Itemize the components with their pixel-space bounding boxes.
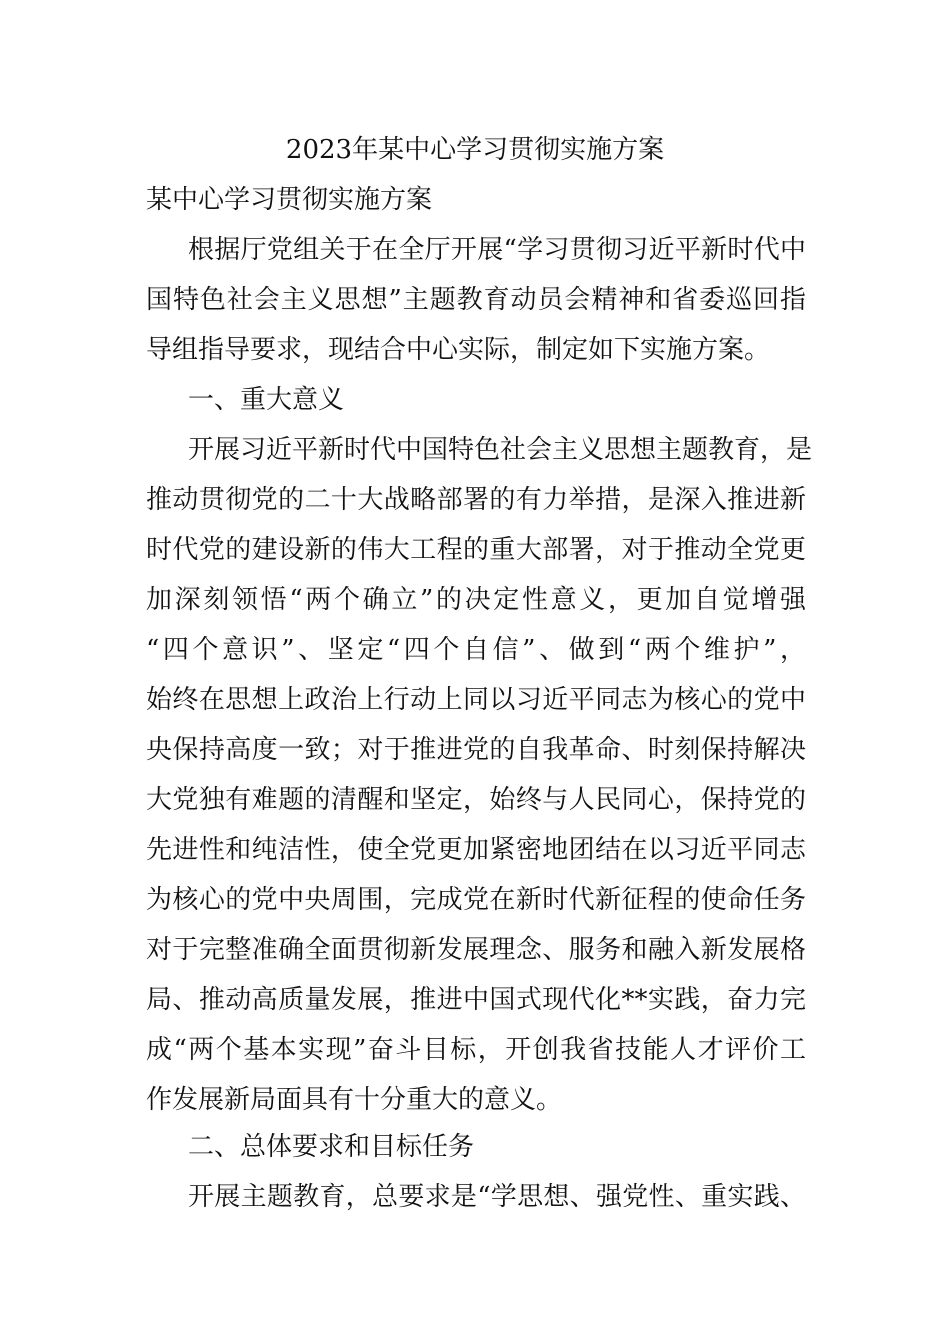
paragraph-line: 局、推动高质量发展，推进中国式现代化**实践，奋力完 <box>146 985 806 1015</box>
section-heading-1: 一、重大意义 <box>188 385 345 415</box>
section-2-paragraph <box>146 1172 806 1222</box>
paragraph-line: 推动贯彻党的二十大战略部署的有力举措，是深入推进新 <box>146 485 806 515</box>
paragraph-line: “四个意识”、坚定“四个自信”、做到“两个维护”， <box>146 635 806 665</box>
paragraph-line: 开展习近平新时代中国特色社会主义思想主题教育，是 <box>188 435 813 465</box>
document-title: 2023年某中心学习贯彻实施方案 <box>285 135 665 165</box>
paragraph-line: 作发展新局面具有十分重大的意义。 <box>146 1085 563 1115</box>
paragraph-line: 根据厅党组关于在全厅开展“学习贯彻习近平新时代中 <box>188 235 806 265</box>
paragraph-line: 先进性和纯洁性，使全党更加紧密地团结在以习近平同志 <box>146 835 806 865</box>
paragraph-line: 大党独有难题的清醒和坚定，始终与人民同心，保持党的 <box>146 785 806 815</box>
section-1-paragraph <box>146 425 813 1125</box>
document-subtitle: 某中心学习贯彻实施方案 <box>146 185 433 215</box>
paragraph-line: 为核心的党中央周围，完成党在新时代新征程的使命任务 <box>146 885 806 915</box>
paragraph-line: 始终在思想上政治上行动上同以习近平同志为核心的党中 <box>146 685 806 715</box>
paragraph-line: 成“两个基本实现”奋斗目标，开创我省技能人才评价工 <box>146 1035 806 1065</box>
section-heading-2: 二、总体要求和目标任务 <box>188 1132 475 1162</box>
paragraph-line: 开展主题教育，总要求是“学思想、强党性、重实践、 <box>188 1182 806 1212</box>
paragraph-line: 加深刻领悟“两个确立”的决定性意义，更加自觉增强 <box>146 585 806 615</box>
paragraph-line: 央保持高度一致；对于推进党的自我革命、时刻保持解决 <box>146 735 806 765</box>
paragraph-line: 国特色社会主义思想”主题教育动员会精神和省委巡回指 <box>146 285 806 315</box>
paragraph-line: 导组指导要求，现结合中心实际，制定如下实施方案。 <box>146 335 771 365</box>
paragraph-line: 对于完整准确全面贯彻新发展理念、服务和融入新发展格 <box>146 935 806 965</box>
paragraph-line: 时代党的建设新的伟大工程的重大部署，对于推动全党更 <box>146 535 806 565</box>
intro-paragraph <box>146 225 806 375</box>
